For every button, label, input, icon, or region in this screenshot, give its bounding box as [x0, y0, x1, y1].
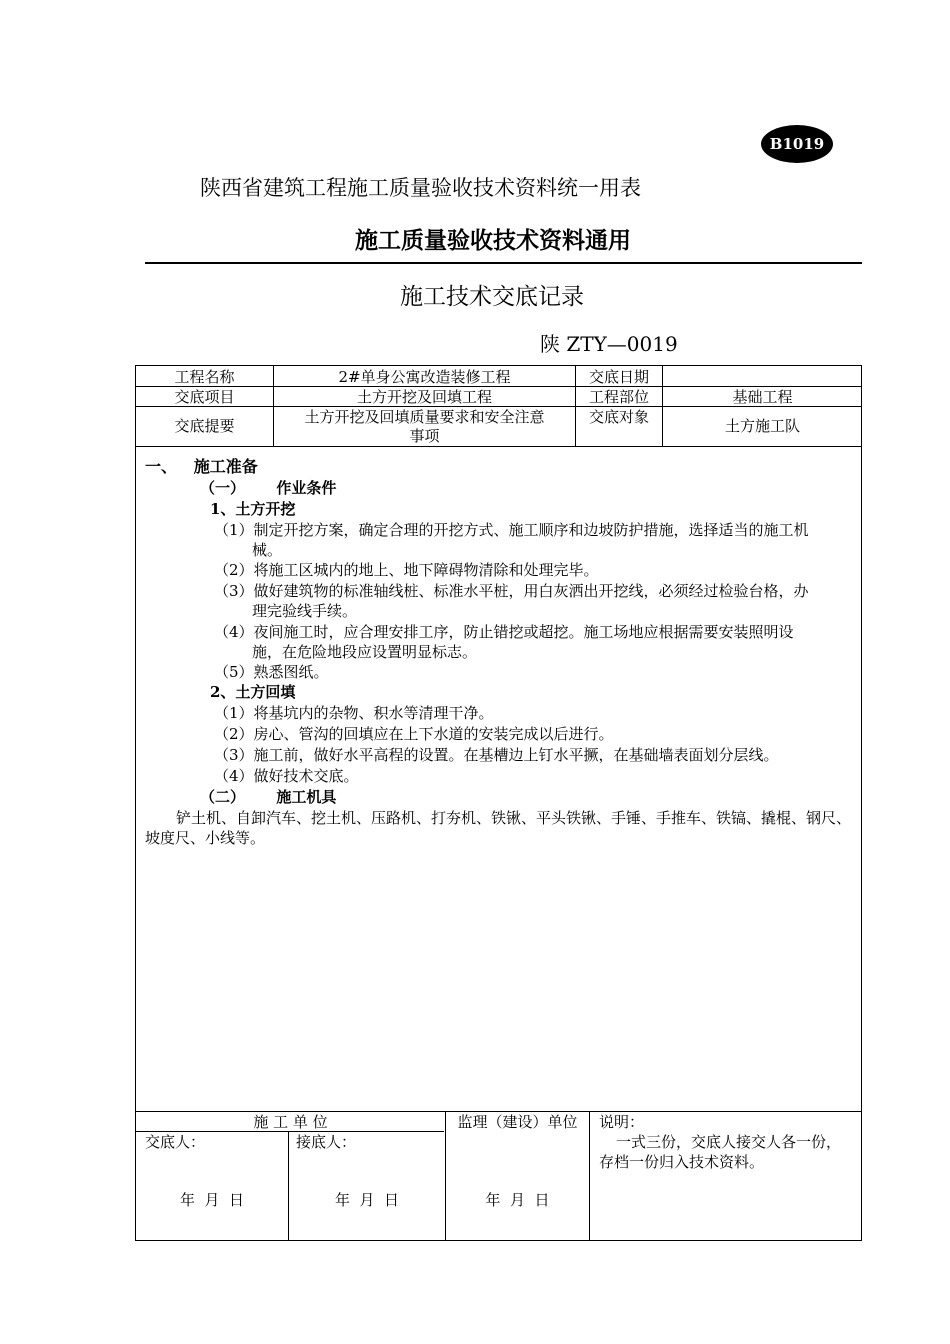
dig-item-3	[214, 581, 854, 621]
discloser-date: 年 月 日	[179, 1191, 245, 1209]
discloser-label: 交底人：	[145, 1133, 206, 1151]
tools-line2: 坡度尺、小线等。	[145, 829, 266, 847]
note-label: 说明：	[599, 1113, 645, 1131]
sub-heading-dig: 1、土方开挖	[210, 500, 296, 518]
fill-item-3: （3）施工前，做好水平高程的设置。在基槽边上钉水平撅，在基础墙表面划分层线。	[214, 746, 779, 764]
form-badge-text: B1019	[769, 135, 825, 153]
dig-item-4-line1: （4）夜间施工时，应合理安排工序，防止错挖或超挖。施工场地应根据需要安装照明设	[214, 623, 794, 641]
sub-heading-fill: 2、土方回填	[210, 683, 296, 701]
receiver-date: 年 月 日	[334, 1191, 400, 1209]
dig-item-3-line1: （3）做好建筑物的标准轴线桩、标准水平桩，用白灰洒出开挖线，必须经过检验台格，办	[214, 582, 809, 600]
dig-item-4	[214, 622, 854, 662]
fill-item-2: （2）房心、管沟的回填应在上下水道的安装完成以后进行。	[214, 725, 614, 743]
main-title: 施工质量验收技术资料通用	[355, 228, 631, 254]
date-label: 交底日期	[588, 368, 649, 386]
dig-item-1	[214, 520, 854, 560]
dig-item-3-line2: 理完验线手续。	[252, 602, 358, 620]
footer-table	[135, 1111, 862, 1241]
sub-heading-conditions: （一） 作业条件	[200, 479, 337, 497]
project-name-label: 工程名称	[174, 368, 235, 386]
note-line1: 一式三份，交底人接交人各一份，	[616, 1133, 842, 1151]
part-value: 基础工程	[732, 388, 793, 406]
summary-label: 交底提要	[174, 417, 235, 435]
summary-value-line2: 事项	[409, 427, 440, 445]
part-label: 工程部位	[588, 388, 649, 406]
fill-item-1: （1）将基坑内的杂物、积水等清理干净。	[214, 704, 494, 722]
item-value: 土方开挖及回填工程	[356, 388, 492, 406]
form-badge	[761, 125, 833, 163]
sub-heading-tools: （二） 施工机具	[200, 788, 337, 806]
form-code: 陕 ZTY—0019	[540, 332, 678, 356]
sub-title: 施工技术交底记录	[400, 284, 584, 310]
org-title: 陕西省建筑工程施工质量验收技术资料统一用表	[200, 176, 641, 200]
dig-item-4-line2: 施，在危险地段应设置明显标志。	[252, 643, 478, 661]
target-label: 交底对象	[588, 408, 649, 426]
note-line2: 存档一份归入技术资料。	[599, 1153, 765, 1171]
title-rule	[145, 262, 862, 264]
dig-item-1-line1: （1）制定开挖方案，确定合理的开挖方式、施工顺序和边坡防护措施，选择适当的施工机	[214, 521, 809, 539]
tools-line1: 铲土机、自卸汽车、挖土机、压路机、打夯机、铁锹、平头铁锹、手锤、手推车、铁镐、撬棍、钢尺、	[176, 809, 852, 827]
content-box	[135, 446, 862, 1112]
dig-item-2: （2）将施工区城内的地上、地下障碍物清除和处理完毕。	[214, 561, 599, 579]
target-value: 土方施工队	[724, 417, 800, 435]
header-table	[135, 365, 862, 447]
project-name-value: 2#单身公寓改造装修工程	[338, 368, 511, 386]
receiver-label: 接底人：	[296, 1133, 357, 1151]
supervisor-label: 监理（建设）单位	[457, 1113, 578, 1131]
item-label: 交底项目	[174, 388, 235, 406]
dig-item-5: （5）熟悉图纸。	[214, 663, 329, 681]
dig-item-1-line2: 械。	[252, 541, 283, 559]
supervisor-date: 年 月 日	[485, 1191, 550, 1209]
summary-value-line1: 土方开挖及回填质量要求和安全注意	[304, 408, 545, 426]
fill-item-4: （4）做好技术交底。	[214, 767, 359, 785]
construction-unit-label: 施 工 单 位	[253, 1113, 328, 1131]
section-heading: 一、 施工准备	[145, 457, 258, 476]
